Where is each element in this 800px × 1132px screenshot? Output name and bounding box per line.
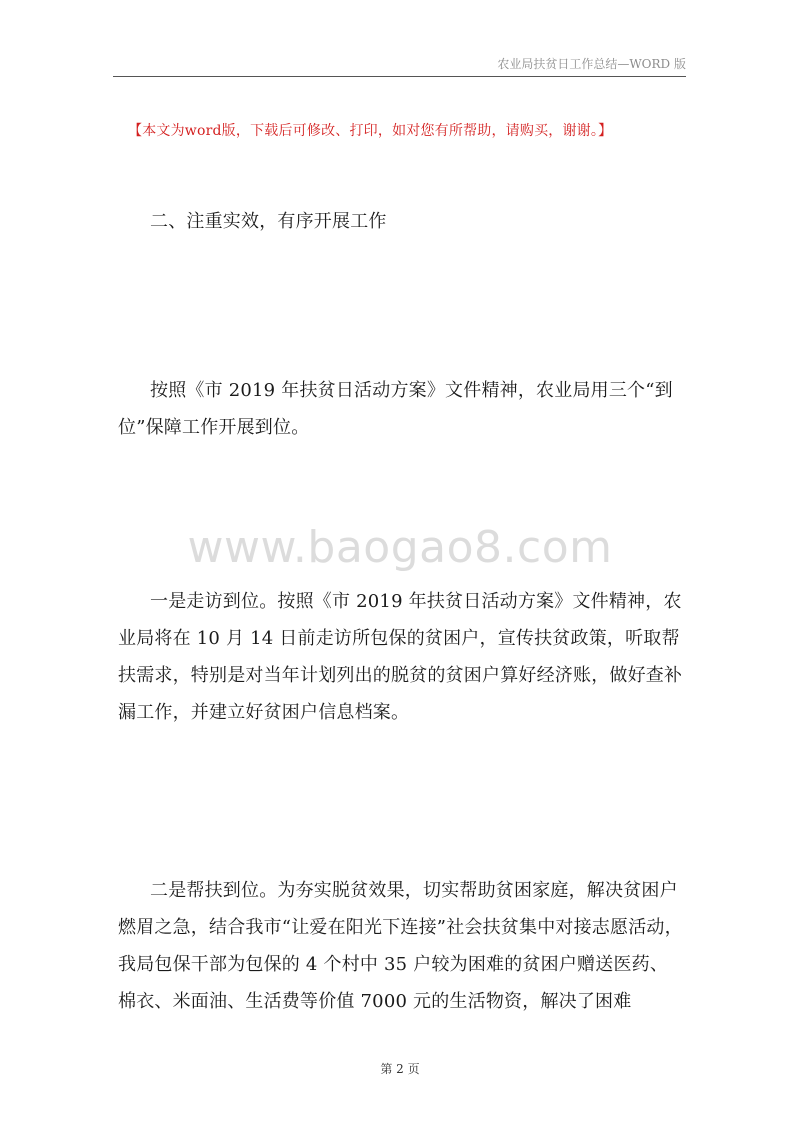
page-number: 第 2 页 — [380, 1062, 420, 1076]
document-title: 农业局扶贫日工作总结—WORD 版 — [497, 57, 686, 71]
purchase-notice: 【本文为word版，下载后可修改、打印，如对您有所帮助，请购买，谢谢。】 — [128, 123, 613, 139]
paragraph-visit: 一是走访到位。按照《市 2019 年扶贫日活动方案》文件精神，农业局将在 10 月 14 日前走访所包保的贫困户，宣传扶贫政策，听取帮扶需求，特别是对当年计划列出的脱贫的贫困户算好经济账，做好查补漏工作，并建立好贫困户信息档案。 — [118, 591, 683, 723]
paragraph-help: 二是帮扶到位。为夯实脱贫效果，切实帮助贫困家庭，解决贫困户燃眉之急，结合我市“让爱在阳光下连接”社会扶贫集中对接志愿活动，我局包保干部为包保的 4 个村中 35 户较为困难的贫困户赠送医药、棉衣、米面油、生活费等价值 7000 元的生活物资，解决了困难 — [118, 880, 683, 1012]
section-heading: 二、注重实效，有序开展工作 — [150, 211, 387, 232]
paragraph-intro: 按照《市 2019 年扶贫日活动方案》文件精神，农业局用三个“到位”保障工作开展到位。 — [118, 380, 673, 438]
watermark: www.baogao8.com — [187, 522, 613, 573]
page-header — [113, 52, 686, 77]
